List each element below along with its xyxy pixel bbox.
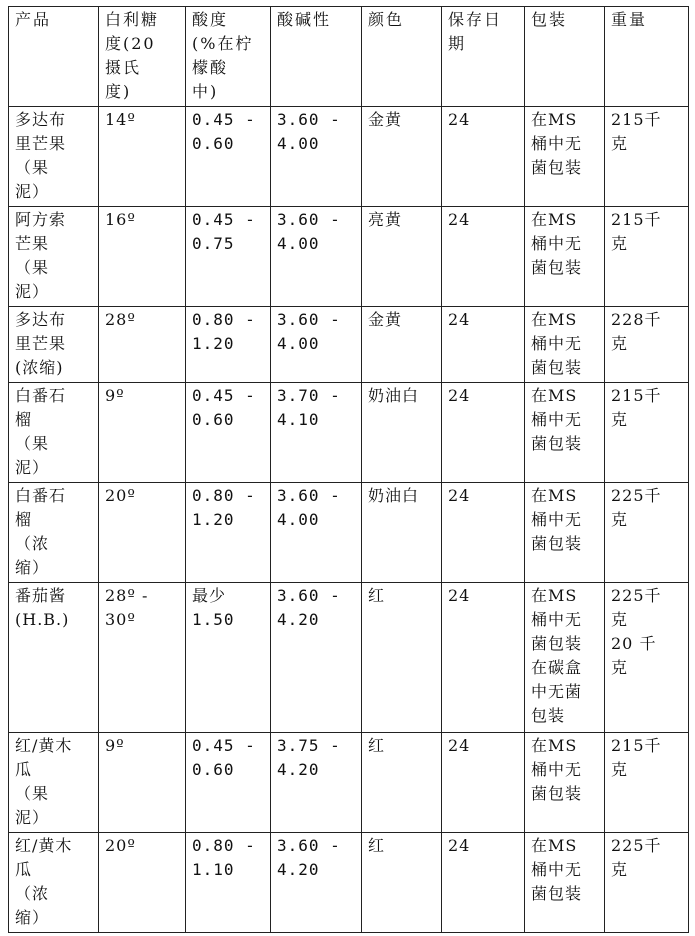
cell-packaging: 在MS 桶中无 菌包装 bbox=[525, 107, 605, 207]
cell-shelf-life: 24 bbox=[442, 833, 525, 933]
cell-acidity: 0.45 - 0.60 bbox=[186, 383, 271, 483]
header-row bbox=[9, 7, 689, 107]
product-spec-table bbox=[8, 6, 689, 933]
header-product: 产品 bbox=[9, 7, 99, 107]
header-color: 颜色 bbox=[362, 7, 442, 107]
cell-acidity: 0.45 - 0.60 bbox=[186, 107, 271, 207]
cell-packaging: 在MS 桶中无 菌包装 bbox=[525, 483, 605, 583]
cell-shelf-life: 24 bbox=[442, 207, 525, 307]
table-row bbox=[9, 583, 689, 733]
cell-brix: 9º bbox=[99, 733, 186, 833]
cell-shelf-life: 24 bbox=[442, 383, 525, 483]
cell-acidity: 0.45 - 0.75 bbox=[186, 207, 271, 307]
header-acidity: 酸度 (%在柠 檬酸 中) bbox=[186, 7, 271, 107]
cell-weight: 225千 克 20 千 克 bbox=[605, 583, 689, 733]
header-brix: 白利糖 度(20 摄氏 度) bbox=[99, 7, 186, 107]
cell-product: 多达布 里芒果 (浓缩) bbox=[9, 307, 99, 383]
cell-color: 红 bbox=[362, 583, 442, 733]
cell-color: 奶油白 bbox=[362, 483, 442, 583]
cell-packaging: 在MS 桶中无 菌包装 在碳盒 中无菌 包装 bbox=[525, 583, 605, 733]
cell-product: 白番石 榴 （果 泥） bbox=[9, 383, 99, 483]
cell-product: 红/黄木 瓜 （浓 缩） bbox=[9, 833, 99, 933]
cell-color: 红 bbox=[362, 833, 442, 933]
cell-brix: 14º bbox=[99, 107, 186, 207]
cell-brix: 28º - 30º bbox=[99, 583, 186, 733]
cell-weight: 215千 克 bbox=[605, 207, 689, 307]
cell-acidity: 0.45 - 0.60 bbox=[186, 733, 271, 833]
cell-brix: 16º bbox=[99, 207, 186, 307]
cell-ph: 3.60 - 4.00 bbox=[271, 307, 362, 383]
cell-acidity: 0.80 - 1.20 bbox=[186, 307, 271, 383]
cell-shelf-life: 24 bbox=[442, 733, 525, 833]
cell-weight: 225千 克 bbox=[605, 483, 689, 583]
cell-color: 金黄 bbox=[362, 107, 442, 207]
cell-brix: 20º bbox=[99, 483, 186, 583]
cell-weight: 215千 克 bbox=[605, 107, 689, 207]
cell-ph: 3.60 - 4.00 bbox=[271, 107, 362, 207]
cell-packaging: 在MS 桶中无 菌包装 bbox=[525, 833, 605, 933]
cell-ph: 3.60 - 4.20 bbox=[271, 833, 362, 933]
cell-ph: 3.75 - 4.20 bbox=[271, 733, 362, 833]
table-row bbox=[9, 307, 689, 383]
cell-product: 白番石 榴 （浓 缩） bbox=[9, 483, 99, 583]
cell-color: 金黄 bbox=[362, 307, 442, 383]
cell-product: 红/黄木 瓜 （果 泥） bbox=[9, 733, 99, 833]
cell-color: 奶油白 bbox=[362, 383, 442, 483]
table-row bbox=[9, 107, 689, 207]
cell-color: 亮黄 bbox=[362, 207, 442, 307]
table-row bbox=[9, 483, 689, 583]
table-row bbox=[9, 733, 689, 833]
cell-packaging: 在MS 桶中无 菌包装 bbox=[525, 307, 605, 383]
cell-brix: 20º bbox=[99, 833, 186, 933]
cell-product: 番茄酱 (H.B.) bbox=[9, 583, 99, 733]
table-row bbox=[9, 207, 689, 307]
cell-shelf-life: 24 bbox=[442, 307, 525, 383]
cell-shelf-life: 24 bbox=[442, 583, 525, 733]
cell-packaging: 在MS 桶中无 菌包装 bbox=[525, 207, 605, 307]
cell-shelf-life: 24 bbox=[442, 483, 525, 583]
cell-product: 多达布 里芒果 （果 泥） bbox=[9, 107, 99, 207]
cell-color: 红 bbox=[362, 733, 442, 833]
table-row bbox=[9, 383, 689, 483]
header-shelf-life: 保存日 期 bbox=[442, 7, 525, 107]
cell-ph: 3.60 - 4.00 bbox=[271, 207, 362, 307]
cell-acidity: 最少 1.50 bbox=[186, 583, 271, 733]
cell-brix: 28º bbox=[99, 307, 186, 383]
cell-weight: 215千 克 bbox=[605, 733, 689, 833]
header-ph: 酸碱性 bbox=[271, 7, 362, 107]
cell-weight: 225千 克 bbox=[605, 833, 689, 933]
cell-packaging: 在MS 桶中无 菌包装 bbox=[525, 383, 605, 483]
header-weight: 重量 bbox=[605, 7, 689, 107]
cell-shelf-life: 24 bbox=[442, 107, 525, 207]
cell-acidity: 0.80 - 1.20 bbox=[186, 483, 271, 583]
cell-brix: 9º bbox=[99, 383, 186, 483]
cell-ph: 3.60 - 4.00 bbox=[271, 483, 362, 583]
cell-weight: 215千 克 bbox=[605, 383, 689, 483]
cell-packaging: 在MS 桶中无 菌包装 bbox=[525, 733, 605, 833]
header-packaging: 包装 bbox=[525, 7, 605, 107]
table-row bbox=[9, 833, 689, 933]
cell-ph: 3.60 - 4.20 bbox=[271, 583, 362, 733]
cell-acidity: 0.80 - 1.10 bbox=[186, 833, 271, 933]
cell-weight: 228千 克 bbox=[605, 307, 689, 383]
cell-product: 阿方索 芒果 （果 泥） bbox=[9, 207, 99, 307]
cell-ph: 3.70 - 4.10 bbox=[271, 383, 362, 483]
